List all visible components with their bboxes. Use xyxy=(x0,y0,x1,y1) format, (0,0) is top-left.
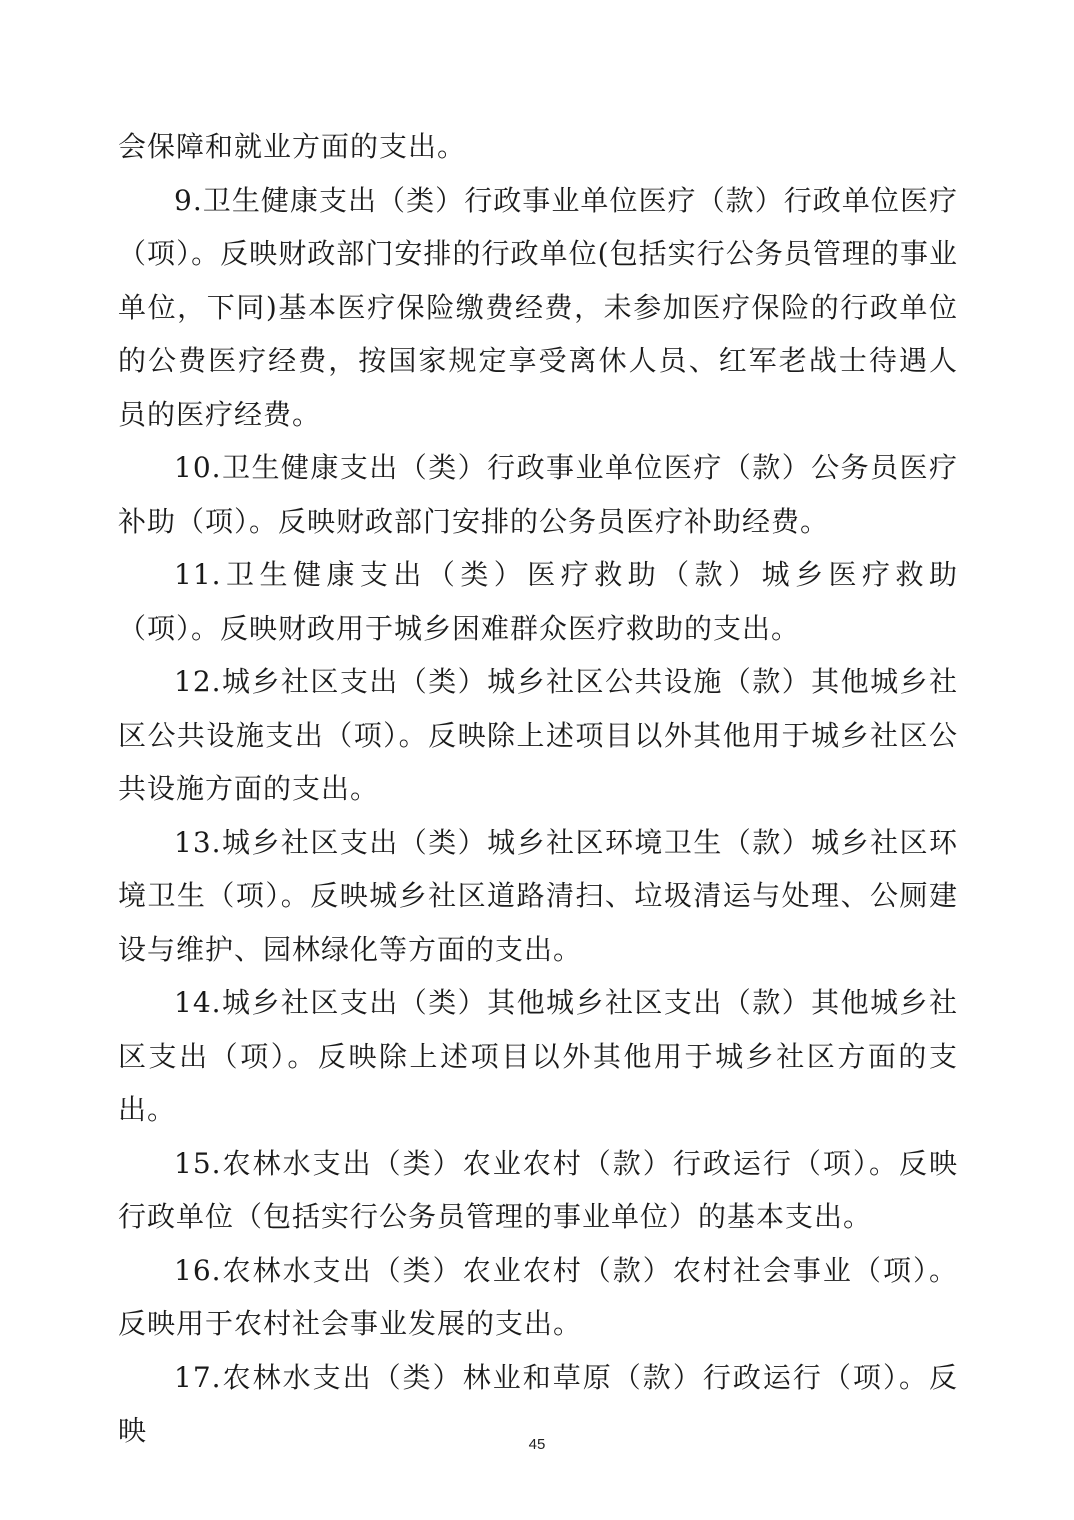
paragraph-item-12: 12.城乡社区支出（类）城乡社区公共设施（款）其他城乡社区公共设施支出（项）。反映除上述项目以外其他用于城乡社区公共设施方面的支出。 xyxy=(118,665,958,805)
paragraph-item-11: 11.卫生健康支出（类）医疗救助（款）城乡医疗救助（项）。反映财政用于城乡困难群众医疗救助的支出。 xyxy=(118,558,958,645)
document-body xyxy=(118,120,958,1458)
paragraph-item-10: 10.卫生健康支出（类）行政事业单位医疗（款）公务员医疗补助（项）。反映财政部门安排的公务员医疗补助经费。 xyxy=(118,451,958,538)
paragraph-item-17: 17.农林水支出（类）林业和草原（款）行政运行（项）。反映 xyxy=(118,1360,958,1447)
paragraph-item-9: 9.卫生健康支出（类）行政事业单位医疗（款）行政单位医疗（项）。反映财政部门安排的行政单位(包括实行公务员管理的事业单位，下同)基本医疗保险缴费经费，未参加医疗保险的行政单位的公费医疗经费，按国家规定享受离休人员、红军老战士待遇人员的医疗经费。 xyxy=(118,183,958,431)
paragraph-item-14: 14.城乡社区支出（类）其他城乡社区支出（款）其他城乡社区支出（项）。反映除上述项目以外其他用于城乡社区方面的支出。 xyxy=(118,986,958,1126)
paragraph-item-16: 16.农林水支出（类）农业农村（款）农村社会事业（项）。反映用于农村社会事业发展的支出。 xyxy=(118,1253,958,1340)
paragraph-continuation: 会保障和就业方面的支出。 xyxy=(118,130,467,163)
page-number: 45 xyxy=(528,1436,546,1453)
paragraph-item-13: 13.城乡社区支出（类）城乡社区环境卫生（款）城乡社区环境卫生（项）。反映城乡社区道路清扫、垃圾清运与处理、公厕建设与维护、园林绿化等方面的支出。 xyxy=(118,825,958,966)
paragraph-item-15: 15.农林水支出（类）农业农村（款）行政运行（项）。反映行政单位（包括实行公务员管理的事业单位）的基本支出。 xyxy=(118,1146,958,1233)
